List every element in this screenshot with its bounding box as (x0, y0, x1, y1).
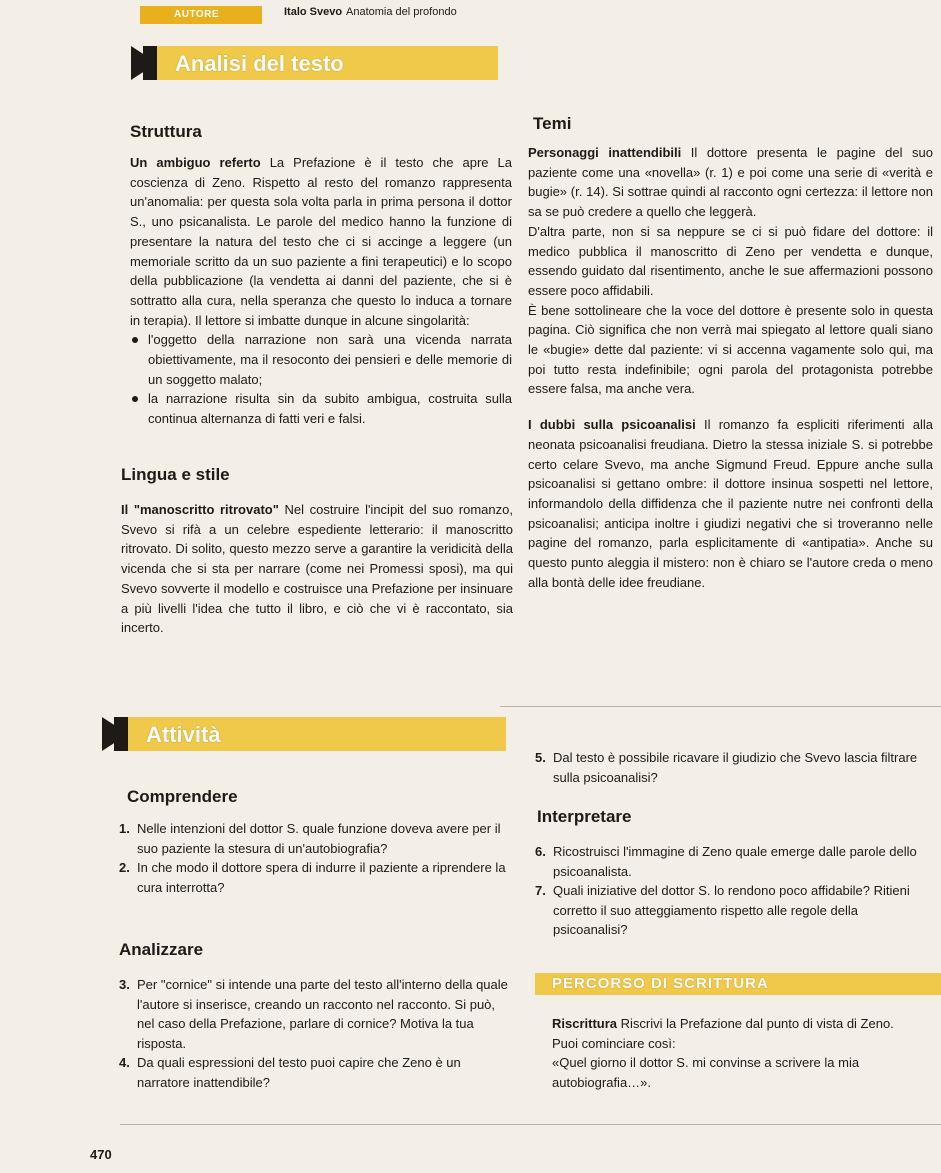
question-number: 1. (119, 821, 130, 836)
question-item (119, 858, 514, 897)
percorso-text: Riscrivi la Prefazione dal punto di vista di Zeno. Puoi cominciare così: (552, 1016, 894, 1051)
question-number: 7. (535, 883, 546, 898)
temi-heading: Temi (533, 114, 572, 133)
comprendere-heading: Comprendere (127, 787, 238, 806)
question-item (119, 1053, 514, 1092)
author-tag: AUTORE (140, 6, 262, 24)
question-number: 3. (119, 977, 130, 992)
question-text: In che modo il dottore spera di indurre il paziente a riprendere la cura interrotta? (137, 860, 506, 895)
percorso-body (552, 1014, 902, 1092)
question-text: Ricostruisci l'immagine di Zeno quale emerge dalle parole dello psicoanalista. (553, 844, 917, 879)
temi-lead-2: I dubbi sulla psicoanalisi (528, 417, 696, 433)
temi-paragraph-4: Il romanzo fa espliciti riferimenti alla neonata psicoanalisi freudiana. Dietro la stessa iniziale S. si potrebbe certo celare Svevo, ma anche Sigmund Freud. Eppure anche sulla psicoanalisi si gettano ombre: il dottore insinua sospetti nel lettore, informandolo della diffidenza che il paziente nutre nei confronti della psicoanalisi; anticipa inoltre i giudizi negativi che si troveranno nelle pagine del romanzo, parla esplicitamente di «antipatia». Anche su questo punto aleggia il mistero: non è chiaro se l'autore creda o meno alla bontà delle idee freudiane. (528, 417, 933, 590)
temi-paragraph-1: Il dottore presenta le pagine del suo paziente come una «novella» (r. 1) e poi come una serie di «verità e bugie» (r. 14). Si sottrae quindi al racconto ogni certezza: il lettore non sa se può credere a quello che leggerà. (528, 145, 933, 220)
analizzare-heading: Analizzare (119, 940, 204, 959)
temi-lead-1: Personaggi inattendibili (528, 145, 682, 160)
question-5-block (535, 748, 930, 787)
lingua-lead: Il "manoscritto ritrovato" (121, 502, 279, 517)
struttura-bullet-list (130, 330, 512, 429)
question-text: Per "cornice" si intende una parte del testo all'interno della quale l'autore si inserisce, creando un racconto nel racconto. Si può, nel caso della Prefazione, parlare di cornice? Motiva la tua risposta. (137, 977, 508, 1051)
question-item (119, 975, 514, 1053)
analisi-title: Analisi del testo (175, 51, 344, 76)
attivita-box-bottom-rule (120, 1124, 941, 1125)
question-number: 5. (535, 750, 546, 765)
attivita-box-top-rule (500, 706, 941, 707)
temi-paragraph-3: È bene sottolineare che la voce del dottore è presente solo in questa pagina. Ciò significa che non verrà mai spiegato al lettore quali siano le «bugie» dette dal paziente: vi si accenna vagamente solo qui, ma poi tutto resta indefinibile; ogni parola del protagonista potrebbe essere falsa, ma anche vera. (528, 302, 933, 397)
struttura-lead: Un ambiguo referto (130, 155, 261, 170)
header-author: Italo Svevo (284, 6, 343, 18)
struttura-intro: La Prefazione è il testo che apre La coscienza di Zeno. Rispetto al resto del romanzo rappresenta un'anomalia: per questa sola volta parla in prima persona il dottor S., uno psicanalista. Le parole del medico hanno la funzione di presentare la natura del testo che ci si accinge a leggere (un memoriale scritto da un suo paziente a fini terapeutici) e lo scopo della pubblicazione (la vendetta ai danni del paziente, che si è sottratto alla cura, nella speranza che questo lo induca a tornare in terapia). Il lettore si imbatte dunque in alcune singolarità: (130, 155, 512, 328)
question-text: Quali iniziative del dottor S. lo rendono poco affidabile? Ritieni corretto il suo atteggiamento rispetto alle regole della psicoanalisi? (553, 883, 910, 937)
question-text: Dal testo è possibile ricavare il giudizio che Svevo lascia filtrare sulla psicoanalisi? (553, 750, 918, 785)
page-number: 470 (90, 1147, 112, 1162)
temi-paragraph-2: D'altra parte, non si sa neppure se ci si può fidare del dottore: il medico pubblica il manoscritto di Zeno per vendetta e dunque, essendo guidato dal risentimento, anche le sue affermazioni possono essere poco affidabili. (528, 223, 933, 298)
struttura-heading: Struttura (130, 122, 202, 141)
analizzare-questions (119, 975, 514, 1092)
struttura-body (130, 153, 512, 429)
question-number: 4. (119, 1055, 130, 1070)
question-item (119, 819, 514, 858)
lingua-text: Nel costruire l'incipit del suo romanzo, Svevo si rifà a un celebre espediente letterario: il manoscritto ritrovato. Di solito, questo mezzo serve a garantire la veridicità della vicenda che si sta per narrare (come nei Promessi sposi), ma qui Svevo sovverte il modello e costruisce una Prefazione per insinuare a più livelli l'idea che tutto il libro, e ciò che vi è raccontato, sia incerto. (121, 502, 513, 636)
question-text: Da quali espressioni del testo puoi capire che Zeno è un narratore inattendibile? (137, 1055, 461, 1090)
list-item: l'oggetto della narrazione non sarà una vicenda narrata obiettivamente, ma il resoconto dei pensieri e delle memorie di un soggetto malato; (130, 330, 512, 389)
question-item (535, 881, 935, 940)
percorso-section-bar: PERCORSO DI SCRITTURA (535, 973, 941, 995)
interpretare-questions (535, 842, 935, 940)
header-work-title: Anatomia del profondo (346, 6, 457, 18)
temi-body (528, 143, 933, 592)
lingua-heading: Lingua e stile (121, 465, 230, 484)
question-number: 6. (535, 844, 546, 859)
comprendere-questions (119, 819, 514, 897)
list-item: la narrazione risulta sin da subito ambigua, costruita sulla continua alternanza di fatti veri e falsi. (130, 389, 512, 428)
interpretare-heading: Interpretare (537, 807, 632, 826)
percorso-quote: «Quel giorno il dottor S. mi convinse a scrivere la mia autobiografia…». (552, 1055, 860, 1090)
question-item (535, 748, 930, 787)
attivita-section-bar (128, 717, 506, 751)
attivita-title: Attività (146, 722, 221, 747)
question-item (535, 842, 935, 881)
analisi-section-bar (157, 46, 498, 80)
question-number: 2. (119, 860, 130, 875)
lingua-body (121, 500, 513, 638)
percorso-lead: Riscrittura (552, 1016, 618, 1031)
question-text: Nelle intenzioni del dottor S. quale funzione doveva avere per il suo paziente la stesura di un'autobiografia? (137, 821, 501, 856)
